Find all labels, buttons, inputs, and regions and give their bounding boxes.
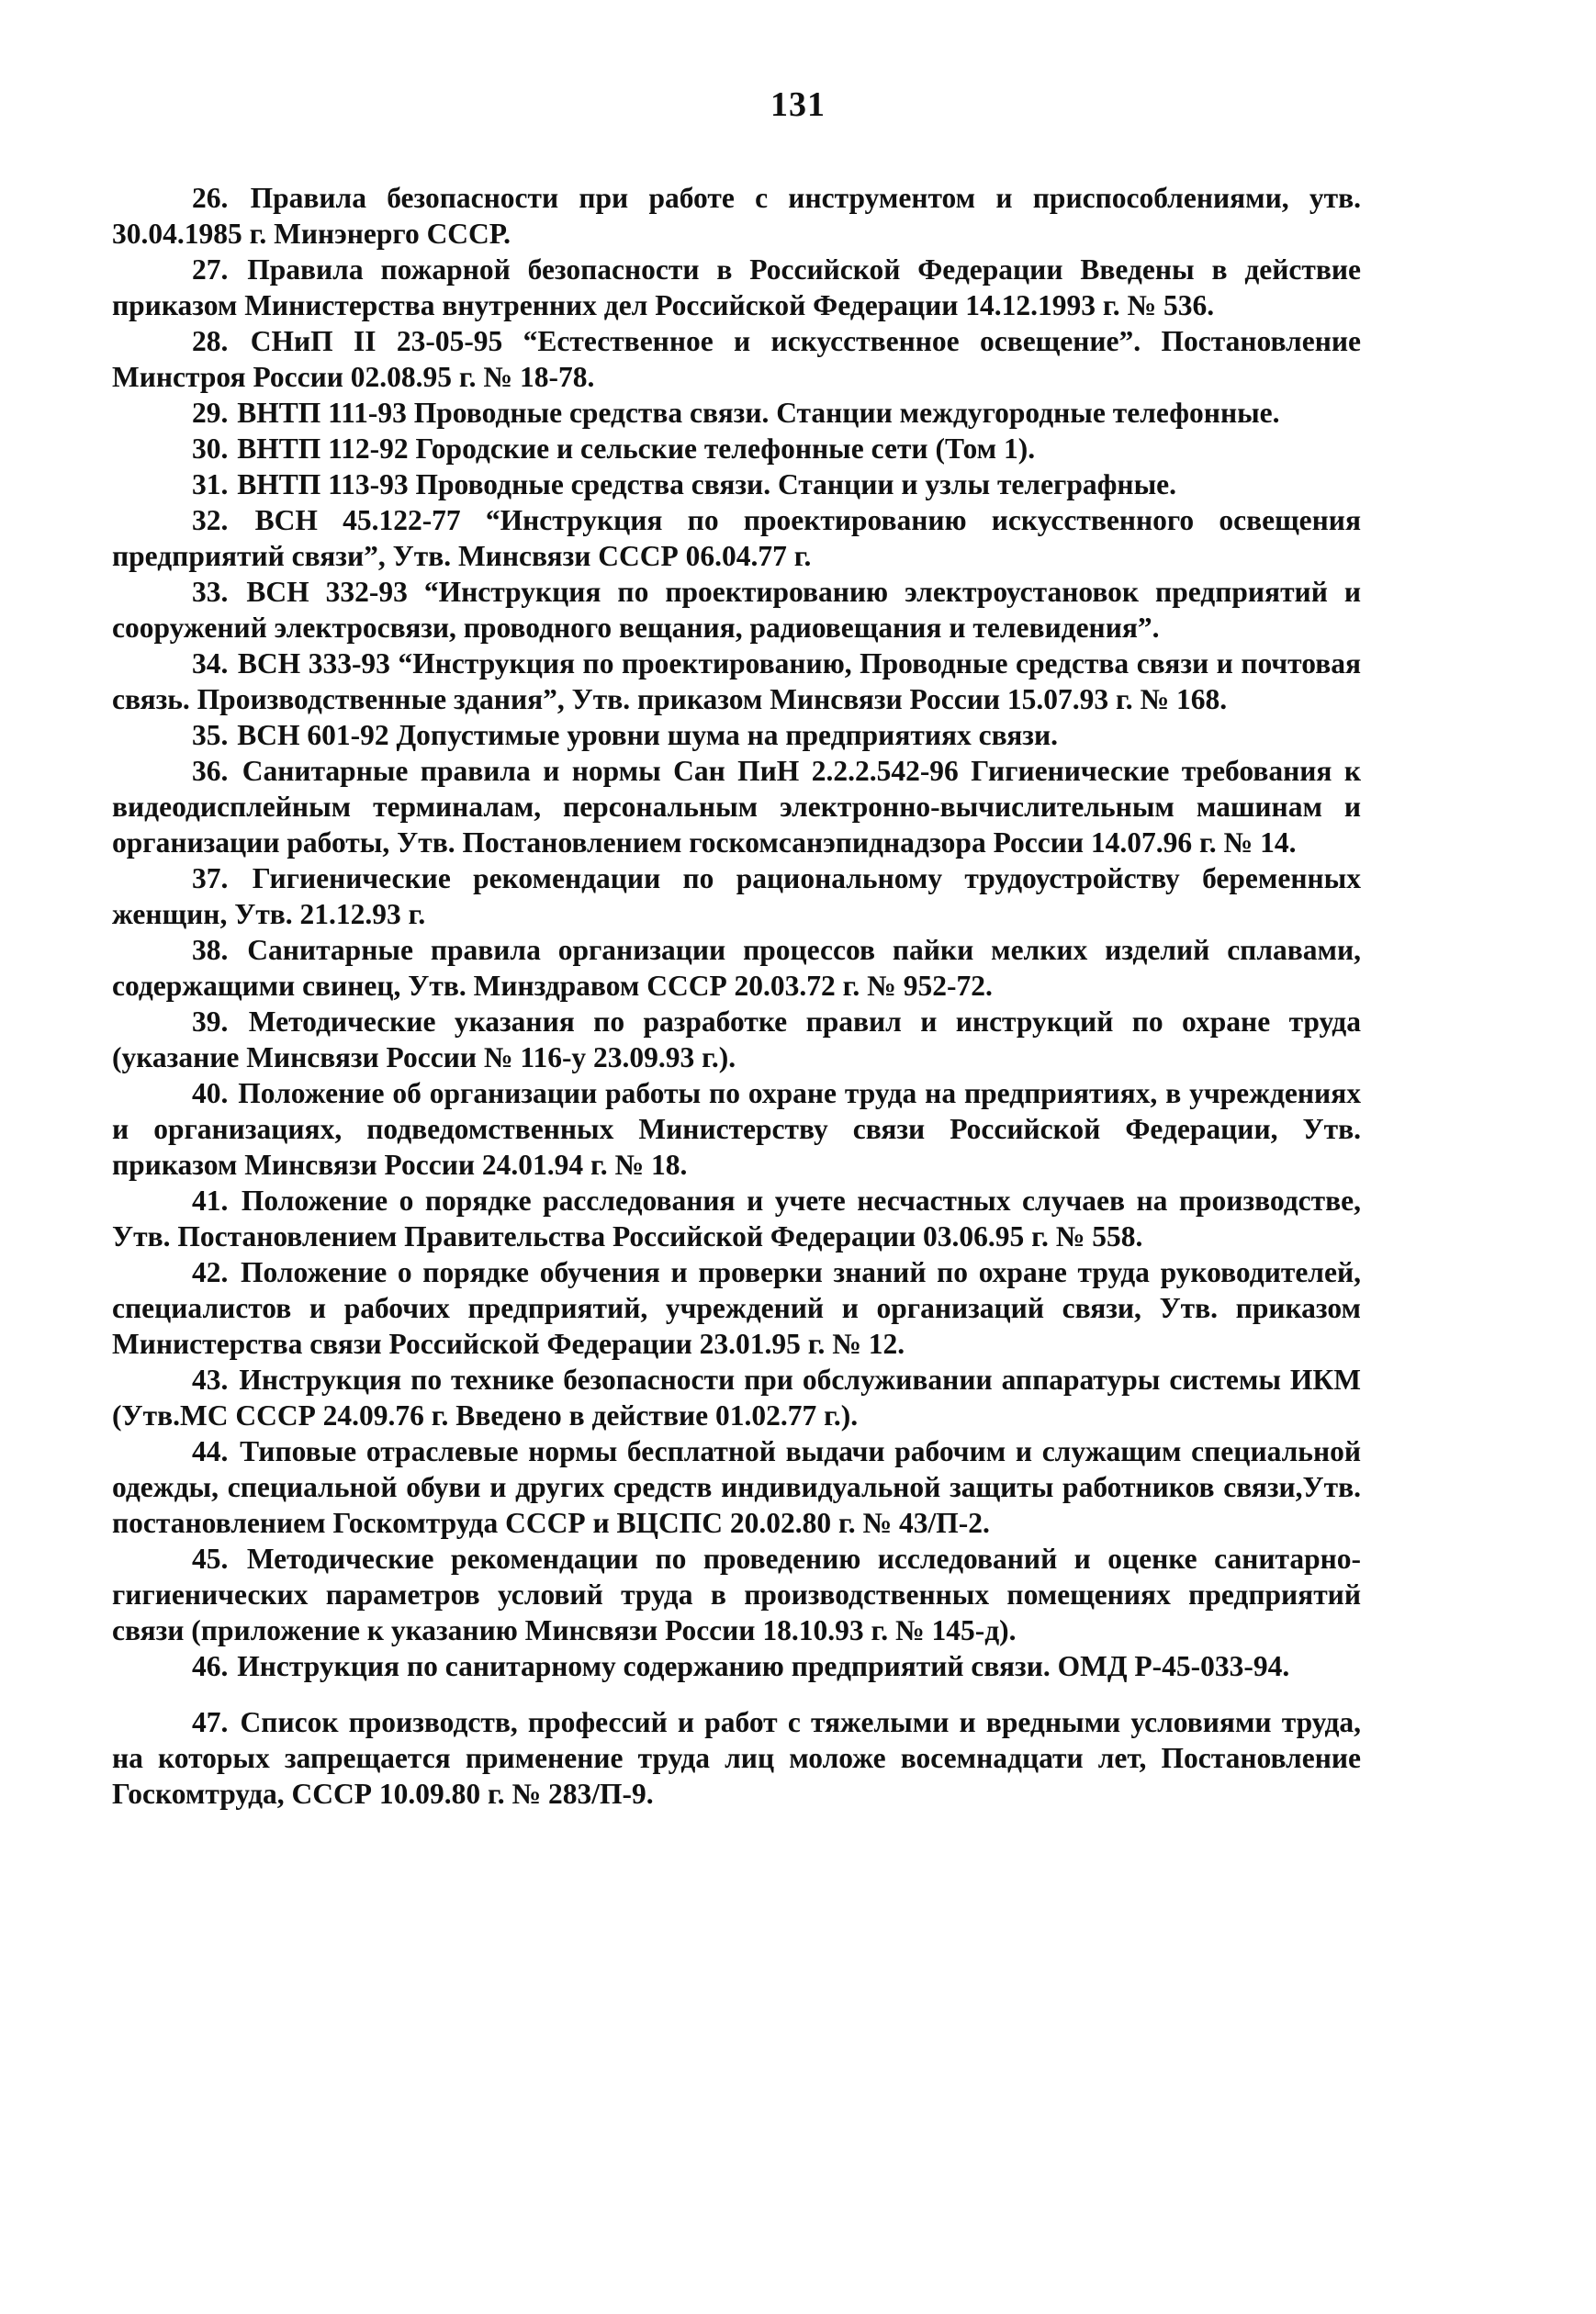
item-number: 46. [192, 1650, 229, 1682]
list-item [112, 466, 1361, 502]
item-text: ВСН 332-93 “Инструкция по проектированию электроустановок предприятий и сооружений электросвязи, проводного вещания, радиовещания и телевидения”. [112, 576, 1361, 644]
list-item [112, 502, 1361, 574]
item-number: 31. [192, 468, 229, 500]
list-item [112, 1433, 1361, 1541]
item-text: СНиП II 23-05-95 “Естественное и искусственное освещение”. Постановление Минстроя России 02.08.95 г. № 18-78. [112, 325, 1361, 393]
item-number: 44. [192, 1435, 229, 1467]
item-number: 42. [192, 1256, 229, 1288]
list-item [112, 1704, 1361, 1812]
item-number: 29. [192, 397, 229, 429]
item-text: Список производств, профессий и работ с тяжелыми и вредными условиями труда, на которых запрещается применение труда лиц моложе восемнадцати лет, Постановление Госкомтруда, СССР 10.09.80 г. № 283/П-9. [112, 1706, 1362, 1810]
item-text: ВСН 333-93 “Инструкция по проектированию, Проводные средства связи и почтовая связь. Производственные здания”, Утв. приказом Минсвязи России 15.07.93 г. № 168. [112, 647, 1362, 715]
list-item [112, 1183, 1361, 1254]
list-item [112, 1075, 1361, 1183]
item-number: 30. [192, 432, 229, 465]
item-number: 43. [192, 1364, 229, 1396]
item-text: Санитарные правила и нормы Сан ПиН 2.2.2.542-96 Гигиенические требования к видеодисплейным терминалам, персональным электронно-вычислительным машинам и организации работы, Утв. Постановлением госкомсанэпиднадзора России 14.07.96 г. № 14. [112, 755, 1361, 859]
item-number: 33. [192, 576, 229, 608]
item-text: Гигиенические рекомендации по рациональному трудоустройству беременных женщин, Утв. 21.12.93 г. [112, 862, 1361, 930]
list-item [112, 1254, 1361, 1362]
list-item [112, 1648, 1361, 1684]
list-item [112, 753, 1361, 860]
item-number: 45. [192, 1543, 229, 1575]
item-number: 32. [192, 504, 229, 536]
reference-list [112, 180, 1361, 1812]
list-item [112, 1362, 1361, 1433]
item-number: 27. [192, 253, 229, 286]
list-item [112, 574, 1361, 646]
item-text: ВНТП 111-93 Проводные средства связи. Станции междугородные телефонные. [237, 397, 1280, 429]
item-number: 37. [192, 862, 229, 894]
list-item [112, 431, 1361, 466]
item-number: 40. [192, 1077, 229, 1109]
item-number: 36. [192, 755, 229, 787]
item-number: 41. [192, 1185, 229, 1217]
list-item [112, 1541, 1361, 1648]
list-item [112, 180, 1361, 252]
item-text: Правила безопасности при работе с инструментом и приспособлениями, утв. 30.04.1985 г. Минэнерго СССР. [112, 182, 1361, 250]
item-text: Санитарные правила организации процессов пайки мелких изделий сплавами, содержащими свинец, Утв. Минздравом СССР 20.03.72 г. № 952-72. [112, 934, 1361, 1002]
item-text: ВСН 45.122-77 “Инструкция по проектированию искусственного освещения предприятий связи”, Утв. Минсвязи СССР 06.04.77 г. [112, 504, 1361, 572]
list-item [112, 932, 1361, 1004]
item-text: Положение о порядке обучения и проверки знаний по охране труда руководителей, специалистов и рабочих предприятий, учреждений и организаций связи, Утв. приказом Министерства связи Российской Федерации 23.01.95 г. № 12. [112, 1256, 1361, 1360]
item-text: Инструкция по санитарному содержанию предприятий связи. ОМД Р-45-033-94. [237, 1650, 1290, 1682]
item-number: 34. [192, 647, 229, 680]
item-text: ВНТП 113-93 Проводные средства связи. Станции и узлы телеграфные. [237, 468, 1177, 500]
item-text: ВНТП 112-92 Городские и сельские телефонные сети (Том 1). [237, 432, 1036, 465]
page-number: 131 [770, 85, 826, 124]
list-item [112, 395, 1361, 431]
item-number: 39. [192, 1005, 229, 1038]
list-item [112, 1004, 1361, 1075]
item-text: ВСН 601-92 Допустимые уровни шума на предприятиях связи. [237, 719, 1058, 751]
list-item [112, 323, 1361, 395]
item-number: 26. [192, 182, 229, 214]
item-text: Типовые отраслевые нормы бесплатной выдачи рабочим и служащим специальной одежды, специальной обуви и других средств индивидуальной защиты работников связи,Утв. постановлением Госкомтруда СССР и ВЦСПС 20.02.80 г. № 43/П-2. [112, 1435, 1361, 1539]
item-text: Методические рекомендации по проведению исследований и оценке санитарно-гигиенических параметров условий труда в производственных помещениях предприятий связи (приложение к указанию Минсвязи России 18.10.93 г. № 145-д). [112, 1543, 1362, 1646]
item-text: Правила пожарной безопасности в Российской Федерации Введены в действие приказом Министерства внутренних дел Российской Федерации 14.12.1993 г. № 536. [112, 253, 1361, 321]
list-item [112, 252, 1361, 323]
item-text: Методические указания по разработке правил и инструкций по охране труда (указание Минсвязи России № 116-у 23.09.93 г.). [112, 1005, 1361, 1073]
item-text: Инструкция по технике безопасности при обслуживании аппаратуры системы ИКМ (Утв.МС СССР 24.09.76 г. Введено в действие 01.02.77 г.). [112, 1364, 1361, 1432]
list-item [112, 646, 1361, 717]
list-item [112, 860, 1361, 932]
item-number: 38. [192, 934, 229, 966]
item-text: Положение о порядке расследования и учете несчастных случаев на производстве, Утв. Постановлением Правительства Российской Федерации 03.06.95 г. № 558. [112, 1185, 1362, 1252]
item-number: 28. [192, 325, 229, 357]
item-number: 47. [192, 1706, 229, 1738]
item-number: 35. [192, 719, 229, 751]
list-item [112, 717, 1361, 753]
item-text: Положение об организации работы по охране труда на предприятиях, в учреждениях и организациях, подведомственных Министерству связи Российской Федерации, Утв. приказом Минсвязи России 24.01.94 г. № 18. [112, 1077, 1361, 1181]
